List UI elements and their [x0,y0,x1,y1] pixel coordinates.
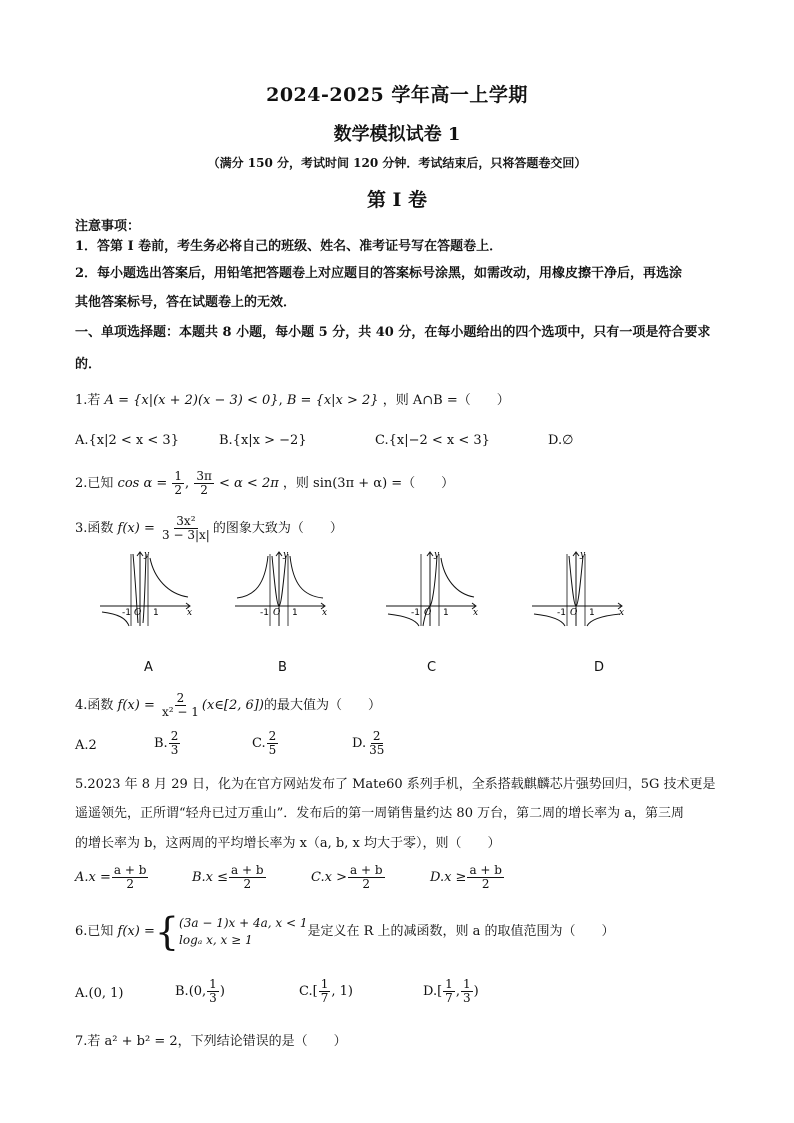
q5-option-d: D.x ≥ $\frac{a + b}{2}$ [430,863,502,891]
q1-set-a: A = {x|(x + 2)(x − 3) < 0} [104,393,279,408]
graph-a-label: A [144,660,153,675]
q2-ask: ，则 sin(3π + α) =（ ） [282,476,455,491]
svg-text:-1: -1 [260,608,269,618]
svg-text:x: x [187,608,193,618]
q1-option-c: C.{x|−2 < x < 3} [375,433,490,448]
graph-d-label: D [594,660,605,675]
question-5: 5.2023 年 8 月 29 日，化为在官方网站发布了 Mate60 系列手机，全系搭载麒麟芯片强势回归，5G 技术更是 [75,777,716,792]
question-5-line-3: 的增长率为 b，这两周的平均增长率为 x（a, b, x 均大于零），则（ ） [75,836,501,851]
q2-range-tail: < α < 2π [218,476,279,491]
svg-text:y: y [434,550,440,560]
q1-option-d: D.∅ [548,433,574,448]
svg-text:y: y [283,550,289,560]
q6-case-2: logₐ x, x ≥ 1 [179,932,253,947]
q3-ask: 的图象大致为（ ） [212,521,343,536]
part1-heading: 一、单项选择题：本题共 8 小题，每小题 5 分，共 40 分，在每小题给出的四个选项中，只有一项是符合要求 [75,325,711,340]
svg-text:O: O [134,608,142,618]
question-7: 7.若 a² + b² = 2，下列结论错误的是（ ） [75,1034,347,1049]
svg-text:-1: -1 [122,608,131,618]
svg-text:-1: -1 [557,608,566,618]
graph-c-label: C [427,660,437,675]
graph-a [98,548,198,628]
q6-brace: { [154,909,180,954]
question-1: 1.若 A = {x|(x + 2)(x − 3) < 0}, B = {x|x > 2} ，则 A∩B =（ ） [75,393,510,408]
question-3 [75,515,724,542]
q4-option-b: B. $\frac{2}{3}$ [154,729,179,757]
section-title: 第 I 卷 [366,189,428,211]
q1-option-b: B.{x|x > −2} [219,433,307,448]
q6-option-a: A.(0, 1) [75,986,124,1001]
svg-text:1: 1 [589,608,595,618]
q2-prefix: 2.已知 [75,476,114,491]
svg-text:O: O [424,608,432,618]
q3-fx: f(x) = [117,521,155,536]
notice-item-2-cont: 其他答案标号，答在试题卷上的无效． [75,295,297,310]
q2-cos-fraction: $\frac{1}{2}$ [174,469,183,497]
notices-heading: 注意事项： [75,219,141,234]
q3-prefix: 3.函数 [75,521,114,536]
q6-case-1: (3a − 1)x + 4a, x < 1 [179,915,308,930]
exam-note: （满分 150 分，考试时间 120 分钟．考试结束后，只将答题卷交回） [207,156,587,170]
svg-text:1: 1 [153,608,159,618]
q6-option-c: C.[ $\frac{1}{7}$ , 1) [299,977,353,1005]
q1-prefix: 1.若 [75,393,101,408]
graph-c [384,548,484,628]
notice-item-2: 2．每小题选出答案后，用铅笔把答题卷上对应题目的答案标号涂黑，如需改动，用橡皮擦干净后，再选涂 [75,266,683,281]
graph-d [530,548,630,628]
q4-fx: f(x) = [117,698,155,713]
question-5-line-2: 遥遥领先，正所谓“轻舟已过万重山”．发布后的第一周销售量约达 80 万台，第二周的增长率为 a，第三周 [75,806,684,821]
q5-option-c: C.x > $\frac{a + b}{2}$ [311,863,383,891]
q1-ask: ，则 A∩B =（ ） [382,393,510,408]
q4-option-c: C. $\frac{2}{5}$ [252,729,277,757]
question-6 [75,909,724,954]
notice-item-1: 1．答第 I 卷前，考生务必将自己的班级、姓名、准考证号写在答题卷上． [75,239,503,254]
question-2: 2.已知 cos α = $\frac{1}{2}$ , $\frac{3\pi}{2}$ < α < 2π ，则 sin(3π + α) =（ ） [75,469,455,497]
svg-text:O: O [273,608,281,618]
q6-piecewise [179,915,307,949]
exam-subtitle: 数学模拟试卷 1 [333,124,461,145]
part1-heading-cont: 的． [75,357,102,372]
q1-option-a: A.{x|2 < x < 3} [75,433,179,448]
q6-option-d: D.[ $\frac{1}{7}$ , $\frac{1}{3}$ ) [423,977,479,1005]
q5-option-b: B.x ≤ $\frac{a + b}{2}$ [192,863,264,891]
svg-text:1: 1 [443,608,449,618]
q4-option-a: A.2 [75,738,97,753]
svg-text:-1: -1 [411,608,420,618]
svg-text:y: y [580,550,586,560]
q6-option-b: B.(0, $\frac{1}{3}$ ) [175,977,225,1005]
svg-text:1: 1 [292,608,298,618]
svg-text:x: x [322,608,328,618]
q1-set-b: B = {x|x > 2} [286,393,379,408]
q2-range-fraction: $\frac{3\pi}{2}$ [196,469,212,497]
svg-text:y: y [144,550,150,560]
svg-text:O: O [570,608,578,618]
graph-b [233,548,333,628]
question-4 [75,692,724,719]
q6-prefix: 6.已知 [75,924,114,939]
q6-ask: 是定义在 R 上的减函数，则 a 的取值范围为（ ） [307,924,615,939]
q4-option-d: D. $\frac{2}{35}$ [352,729,385,757]
q4-fraction: $\frac{2}{\text{x² − 1}}$ [162,691,199,719]
graph-b-label: B [278,660,287,675]
svg-text:x: x [619,608,625,618]
q5-option-a: A.x = $\frac{a + b}{2}$ [75,863,147,891]
exam-title: 2024-2025 学年高一上学期 [266,84,528,106]
q6-fx: f(x) = [117,924,155,939]
svg-text:x: x [473,608,479,618]
q4-prefix: 4.函数 [75,698,114,713]
q3-fraction: $\frac{\text{3x²}}{3 - 3|x|}$ [162,514,210,542]
q2-cos: cos α = [117,476,168,491]
q4-ask: 的最大值为（ ） [263,698,381,713]
q4-domain: (x∈[2, 6]) [201,698,264,713]
